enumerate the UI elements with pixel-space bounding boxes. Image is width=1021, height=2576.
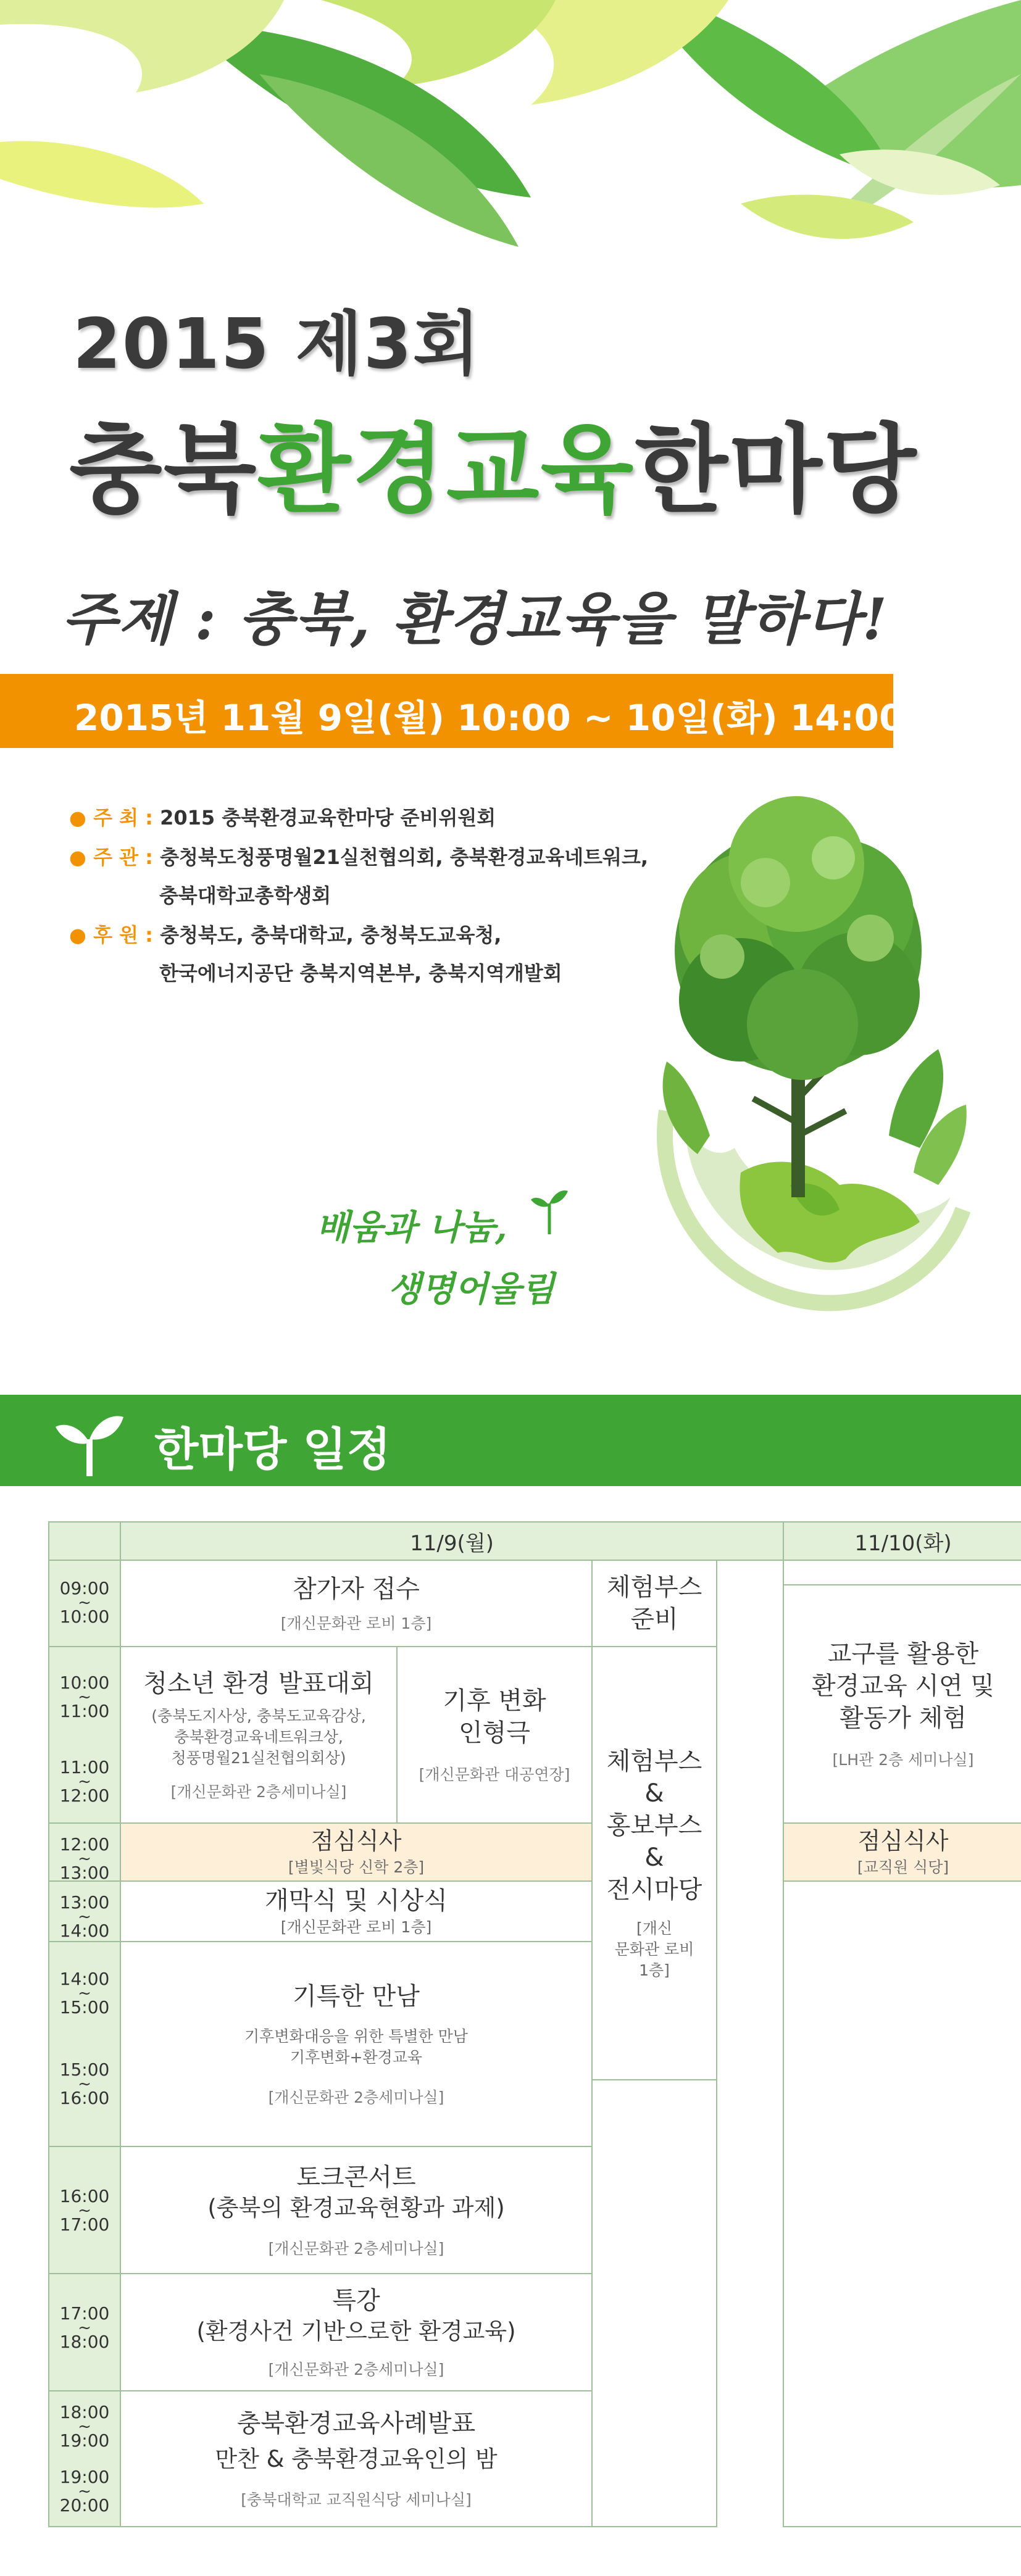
bullet-icon: ● xyxy=(69,846,86,869)
slogan-line-2: 생명어울림 xyxy=(388,1269,555,1310)
bullet-icon: ● xyxy=(69,923,86,947)
sprout-icon xyxy=(531,1185,568,1234)
event-reception: 참가자 접수 [개신문화관 로비 1층] xyxy=(120,1560,593,1647)
sponsor-line-2: 한국에너지공단 충북지역본부, 충북지역개발회 xyxy=(159,962,562,985)
header-day2: 11/10(화) xyxy=(783,1521,1021,1561)
empty-cell xyxy=(591,2079,717,2527)
event-teaching-tools: 교구를 활용한 환경교육 시연 및 활동가 체험 [LH관 2층 세미나실] xyxy=(783,1584,1021,1824)
event-special-meeting: 기특한 만남 기후변화대응을 위한 특별한 만남 기후변화+환경교육 [개신문화관 2층세미나실] xyxy=(120,1941,593,2147)
event-booths: 체험부스 & 홍보부스 & 전시마당 [개신 문화관 로비 1층] xyxy=(591,1646,717,2080)
event-youth-presentation: 청소년 환경 발표대회 (충북도지사상, 충북도교육감상, 충북환경교육네트워크상, 청풍명월21실천협의회상) [개신문화관 2층세미나실] xyxy=(120,1646,398,1824)
date-banner xyxy=(0,674,904,748)
time-slot: 16:00 ~ 17:00 xyxy=(59,2186,110,2235)
event-date: 2015년 11월 9일(월) 10:00 ~ 10일(화) 14:00 xyxy=(74,697,904,739)
supervisor-value: 충청북도청풍명월21실천협의회, 충북환경교육네트워크, xyxy=(160,846,649,869)
header-day1: 11/9(월) xyxy=(120,1521,784,1561)
title-part-env-edu: 환경교육 xyxy=(257,413,635,526)
event-puppet-show: 기후 변화 인형극 [개신문화관 대공연장] xyxy=(396,1646,593,1824)
time-slot: 11:00 ~ 12:00 xyxy=(59,1757,110,1806)
time-slot: 09:00 ~ 10:00 xyxy=(59,1578,110,1627)
time-slot: 17:00 ~ 18:00 xyxy=(59,2303,110,2353)
sponsor-line xyxy=(69,920,501,948)
time-slot: 14:00 ~ 15:00 xyxy=(59,1969,110,2018)
time-slot: 12:00 ~ 13:00 xyxy=(59,1834,110,1884)
bullet-icon: ● xyxy=(69,806,86,829)
supervisor-label: 주 관 : xyxy=(93,846,153,869)
host-line xyxy=(69,802,496,831)
event-case-presentation: 충북환경교육사례발표 만찬 & 충북환경교육인의 밤 [충북대학교 교직원식당 세미나실] xyxy=(120,2390,593,2527)
host-value: 2015 충북환경교육한마당 준비위원회 xyxy=(160,806,496,829)
supervisor-line-2: 충북대학교총학생회 xyxy=(159,884,331,907)
slogan-line-1: 배움과 나눔, xyxy=(316,1207,507,1248)
event-theme: 주제 : 충북, 환경교육을 말하다! xyxy=(62,586,888,652)
sponsor-label: 후 원 : xyxy=(93,923,153,947)
empty-cell xyxy=(783,1880,1021,2527)
sponsor-value: 충청북도, 충북대학교, 충청북도교육청, xyxy=(160,923,502,947)
title-part-chungbuk: 충북 xyxy=(69,413,258,526)
time-slot: 10:00 ~ 11:00 xyxy=(59,1672,110,1722)
sprout-icon xyxy=(56,1408,123,1476)
event-special-lecture: 특강 (환경사건 기반으로한 환경교육) [개신문화관 2층세미나실] xyxy=(120,2273,593,2391)
header-time-cell xyxy=(48,1521,121,1561)
time-slot: 18:00 ~ 19:00 xyxy=(59,2402,110,2451)
tree-globe-illustration xyxy=(630,790,975,1321)
event-lunch-day2: 점심식사 [교직원 식당] xyxy=(783,1822,1021,1882)
schedule-section-header xyxy=(0,1395,1021,1486)
time-slot: 15:00 ~ 16:00 xyxy=(59,2059,110,2109)
supervisor-line xyxy=(69,842,648,870)
event-lunch-day1: 점심식사 [별빛식당 신학 2층] xyxy=(120,1822,593,1882)
title-part-hanmadang: 한마당 xyxy=(635,413,918,526)
section-title: 한마당 일정 xyxy=(154,1423,391,1476)
event-talk-concert: 토크콘서트 (충북의 환경교육현황과 과제) [개신문화관 2층세미나실] xyxy=(120,2146,593,2274)
event-edition-title: 2015 제3회 xyxy=(73,304,481,384)
time-slot: 13:00 ~ 14:00 xyxy=(59,1892,110,1942)
event-opening-ceremony: 개막식 및 시상식 [개신문화관 로비 1층] xyxy=(120,1880,593,1942)
event-title xyxy=(69,392,917,531)
leaf-banner-illustration xyxy=(0,0,1021,290)
host-label: 주 최 : xyxy=(93,806,153,829)
event-booth-prep: 체험부스 준비 xyxy=(591,1560,717,1647)
time-slot: 19:00 ~ 20:00 xyxy=(59,2467,110,2516)
